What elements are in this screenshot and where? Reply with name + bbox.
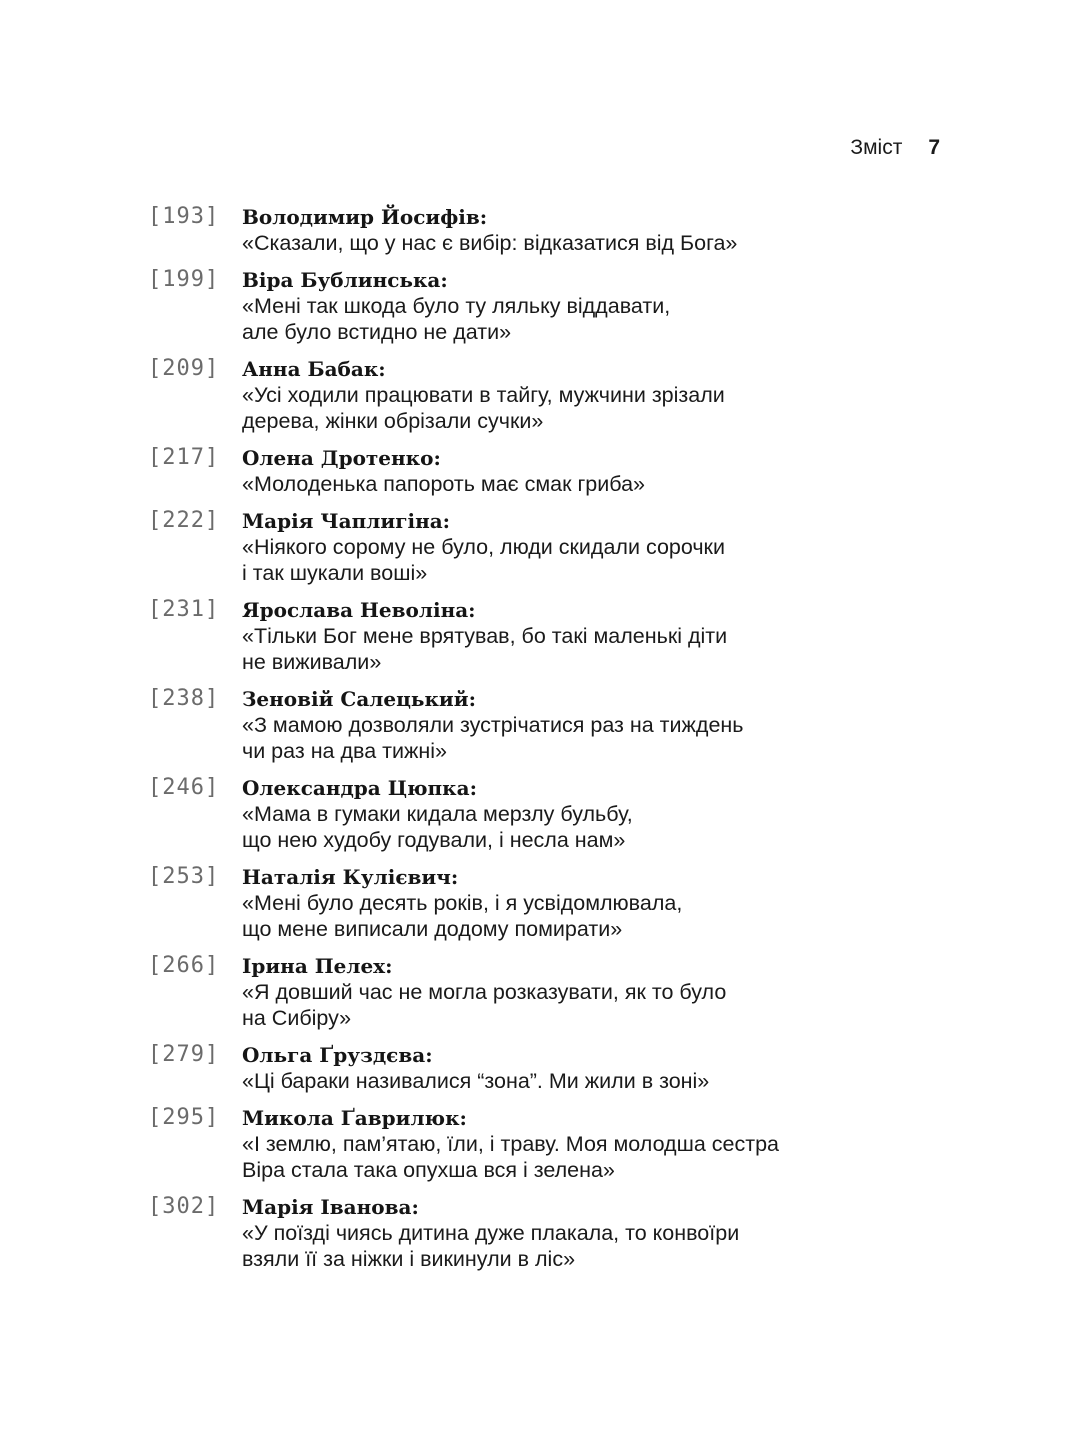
toc-entry — [0, 686, 1080, 764]
toc-quote-line: але було встидно не дати» — [242, 320, 512, 344]
toc-entry — [0, 864, 1080, 942]
toc-quote-line: «Я довший час не могла розказувати, як то було — [242, 980, 727, 1004]
toc-quote-line: дерева, жінки обрізали сучки» — [242, 409, 544, 433]
toc-page-number: [193] — [148, 204, 220, 229]
toc-quote-line: «Молоденька папороть має смак гриба» — [242, 472, 646, 496]
toc-entry — [0, 356, 1080, 434]
toc-quote-line: що мене виписали додому помирати» — [242, 917, 623, 941]
toc-entry — [0, 597, 1080, 675]
toc-page-number: [238] — [148, 686, 220, 711]
toc-entry-body — [220, 1194, 942, 1272]
toc-quote-line: чи раз на два тижні» — [242, 739, 447, 763]
section-title: Зміст — [850, 136, 903, 159]
toc-quote-line: Віра стала така опухша вся і зелена» — [242, 1158, 615, 1182]
toc-author: Ярослава Неволіна: — [242, 598, 476, 622]
toc-author: Зеновій Салецький: — [242, 687, 476, 711]
toc-quote-line: «З мамою дозволяли зустрічатися раз на тиждень — [242, 713, 744, 737]
toc-quote-line: взяли її за ніжки і викинули в ліс» — [242, 1247, 576, 1271]
toc-author: Марія Іванова: — [242, 1195, 419, 1219]
toc-quote-line: не виживали» — [242, 650, 382, 674]
toc-quote-line: «Тільки Бог мене врятував, бо такі маленькі діти — [242, 624, 728, 648]
toc-entry-body — [220, 686, 942, 764]
running-header — [810, 136, 940, 160]
toc-page-number: [209] — [148, 356, 220, 381]
toc-author: Віра Бублинська: — [242, 268, 448, 292]
toc-page-number: [266] — [148, 953, 220, 978]
toc-entry — [0, 508, 1080, 586]
toc-page-number: [246] — [148, 775, 220, 800]
toc-entry-body — [220, 267, 942, 345]
toc-entry — [0, 1042, 1080, 1094]
toc-entry-body — [220, 204, 942, 256]
toc-entry-body — [220, 1105, 942, 1183]
toc-quote-line: «І землю, пам’ятаю, їли, і траву. Моя молодша сестра — [242, 1132, 779, 1156]
toc-entry-body — [220, 775, 942, 853]
toc-quote-line: «Усі ходили працювати в тайгу, мужчини зрізали — [242, 383, 725, 407]
toc-quote-line: «Сказали, що у нас є вибір: відказатися від Бога» — [242, 231, 738, 255]
page-number: 7 — [928, 136, 940, 159]
toc-author: Олена Дротенко: — [242, 446, 441, 470]
toc-quote-line: що нею худобу годували, і несла нам» — [242, 828, 626, 852]
toc-page-number: [199] — [148, 267, 220, 292]
toc-entry — [0, 445, 1080, 497]
toc-author: Олександра Цюпка: — [242, 776, 477, 800]
toc-quote-line: «Мені було десять років, і я усвідомлювала, — [242, 891, 683, 915]
toc-author: Ольга Ґруздєва: — [242, 1043, 433, 1067]
toc-entry-body — [220, 356, 942, 434]
toc-author: Наталія Кулієвич: — [242, 865, 459, 889]
toc-entry-body — [220, 953, 942, 1031]
toc-author: Володимир Йосифів: — [242, 205, 488, 229]
toc-page-number: [295] — [148, 1105, 220, 1130]
toc-page-number: [231] — [148, 597, 220, 622]
toc-page-number: [302] — [148, 1194, 220, 1219]
toc-entry — [0, 953, 1080, 1031]
toc-page-number: [279] — [148, 1042, 220, 1067]
toc-page-number: [222] — [148, 508, 220, 533]
toc-quote-line: «Ці бараки називалися “зона”. Ми жили в зоні» — [242, 1069, 710, 1093]
toc-author: Ірина Пелех: — [242, 954, 393, 978]
toc-page-number: [217] — [148, 445, 220, 470]
toc-author: Марія Чаплигіна: — [242, 509, 451, 533]
toc-entry-body — [220, 864, 942, 942]
toc-entry — [0, 204, 1080, 256]
toc-quote-line: «Ніякого сорому не було, люди скидали сорочки — [242, 535, 725, 559]
table-of-contents — [0, 204, 1080, 1283]
toc-entry-body — [220, 445, 942, 497]
toc-entry — [0, 775, 1080, 853]
toc-quote-line: і так шукали воші» — [242, 561, 428, 585]
toc-author: Микола Ґаврилюк: — [242, 1106, 467, 1130]
toc-author: Анна Бабак: — [242, 357, 386, 381]
toc-entry-body — [220, 1042, 942, 1094]
toc-quote-line: на Сибіру» — [242, 1006, 352, 1030]
toc-entry — [0, 267, 1080, 345]
toc-quote-line: «У поїзді чиясь дитина дуже плакала, то конвоїри — [242, 1221, 740, 1245]
toc-entry — [0, 1105, 1080, 1183]
toc-quote-line: «Мама в гумаки кидала мерзлу бульбу, — [242, 802, 633, 826]
toc-entry-body — [220, 597, 942, 675]
toc-quote-line: «Мені так шкода було ту ляльку віддавати, — [242, 294, 671, 318]
toc-page-number: [253] — [148, 864, 220, 889]
toc-entry — [0, 1194, 1080, 1272]
toc-entry-body — [220, 508, 942, 586]
